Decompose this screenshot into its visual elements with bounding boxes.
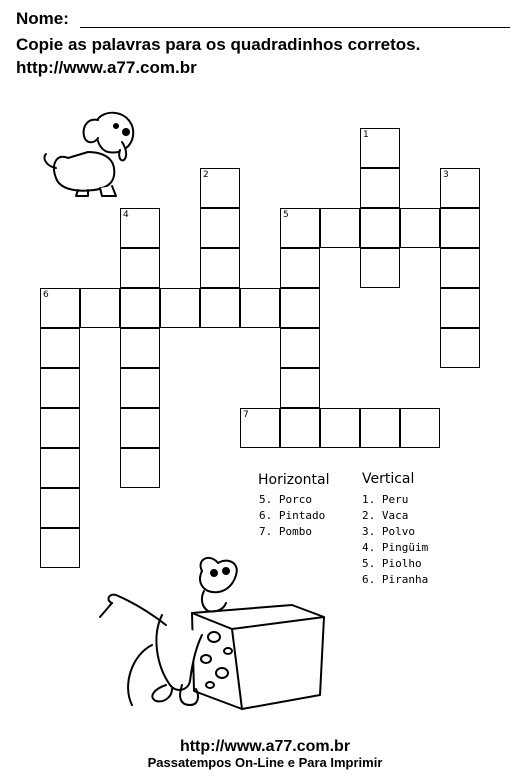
header-url: http://www.a77.com.br: [16, 58, 197, 77]
grid-cell[interactable]: [440, 168, 480, 208]
grid-cell[interactable]: [280, 208, 320, 248]
grid-cell[interactable]: [120, 288, 160, 328]
name-label: Nome:: [16, 9, 69, 28]
grid-cell[interactable]: [240, 288, 280, 328]
grid-cell[interactable]: [360, 128, 400, 168]
grid-cell[interactable]: [360, 168, 400, 208]
grid-cell[interactable]: [440, 208, 480, 248]
clue-number: 5: [283, 210, 289, 220]
footer-tagline: Passatempos On-Line e Para Imprimir: [147, 755, 383, 770]
grid-cell[interactable]: [360, 248, 400, 288]
clue-vertical-2: 2. Vaca: [362, 509, 409, 522]
grid-cell[interactable]: [320, 408, 360, 448]
clue-vertical-4: 4. Pingüim: [362, 541, 429, 554]
grid-cell[interactable]: [40, 448, 80, 488]
clue-number: 7: [243, 410, 249, 420]
grid-cell[interactable]: [440, 248, 480, 288]
grid-cell[interactable]: [120, 408, 160, 448]
clue-number: 6: [43, 290, 49, 300]
mouse-with-cheese-illustration: [92, 555, 342, 715]
clue-number: 1: [363, 130, 369, 140]
grid-cell[interactable]: [120, 328, 160, 368]
grid-cell[interactable]: [320, 208, 360, 248]
grid-cell[interactable]: [120, 368, 160, 408]
grid-cell[interactable]: [440, 328, 480, 368]
clue-number: 4: [123, 210, 129, 220]
grid-cell[interactable]: [40, 288, 80, 328]
clue-vertical-5: 5. Piolho: [362, 557, 422, 570]
grid-cell[interactable]: [240, 408, 280, 448]
clue-number: 3: [443, 170, 449, 180]
clue-vertical-6: 6. Piranha: [362, 573, 429, 586]
grid-cell[interactable]: [200, 248, 240, 288]
clue-vertical-3: 3. Polvo: [362, 525, 415, 538]
grid-cell[interactable]: [160, 288, 200, 328]
clue-horizontal-5: 5. Porco: [259, 493, 312, 506]
grid-cell[interactable]: [400, 408, 440, 448]
grid-cell[interactable]: [280, 408, 320, 448]
grid-cell[interactable]: [40, 328, 80, 368]
grid-cell[interactable]: [120, 248, 160, 288]
vertical-title: Vertical: [362, 471, 415, 487]
grid-cell[interactable]: [120, 448, 160, 488]
grid-cell[interactable]: [200, 168, 240, 208]
grid-cell[interactable]: [40, 408, 80, 448]
clue-horizontal-6: 6. Pintado: [259, 509, 326, 522]
grid-cell[interactable]: [80, 288, 120, 328]
grid-cell[interactable]: [280, 248, 320, 288]
grid-cell[interactable]: [280, 368, 320, 408]
footer-url[interactable]: http://www.a77.com.br: [179, 738, 351, 755]
clue-vertical-1: 1. Peru: [362, 493, 409, 506]
grid-cell[interactable]: [360, 208, 400, 248]
grid-cell[interactable]: [120, 208, 160, 248]
grid-cell[interactable]: [440, 288, 480, 328]
grid-cell[interactable]: [280, 288, 320, 328]
clue-number: 2: [203, 170, 209, 180]
grid-cell[interactable]: [40, 528, 80, 568]
grid-cell[interactable]: [360, 408, 400, 448]
grid-cell[interactable]: [400, 208, 440, 248]
grid-cell[interactable]: [280, 328, 320, 368]
grid-cell[interactable]: [40, 368, 80, 408]
horizontal-title: Horizontal: [258, 472, 330, 488]
instructions: Copie as palavras para os quadradinhos corretos.: [16, 35, 421, 54]
clue-horizontal-7: 7. Pombo: [259, 525, 312, 538]
grid-cell[interactable]: [200, 208, 240, 248]
grid-cell[interactable]: [40, 488, 80, 528]
grid-cell[interactable]: [200, 288, 240, 328]
